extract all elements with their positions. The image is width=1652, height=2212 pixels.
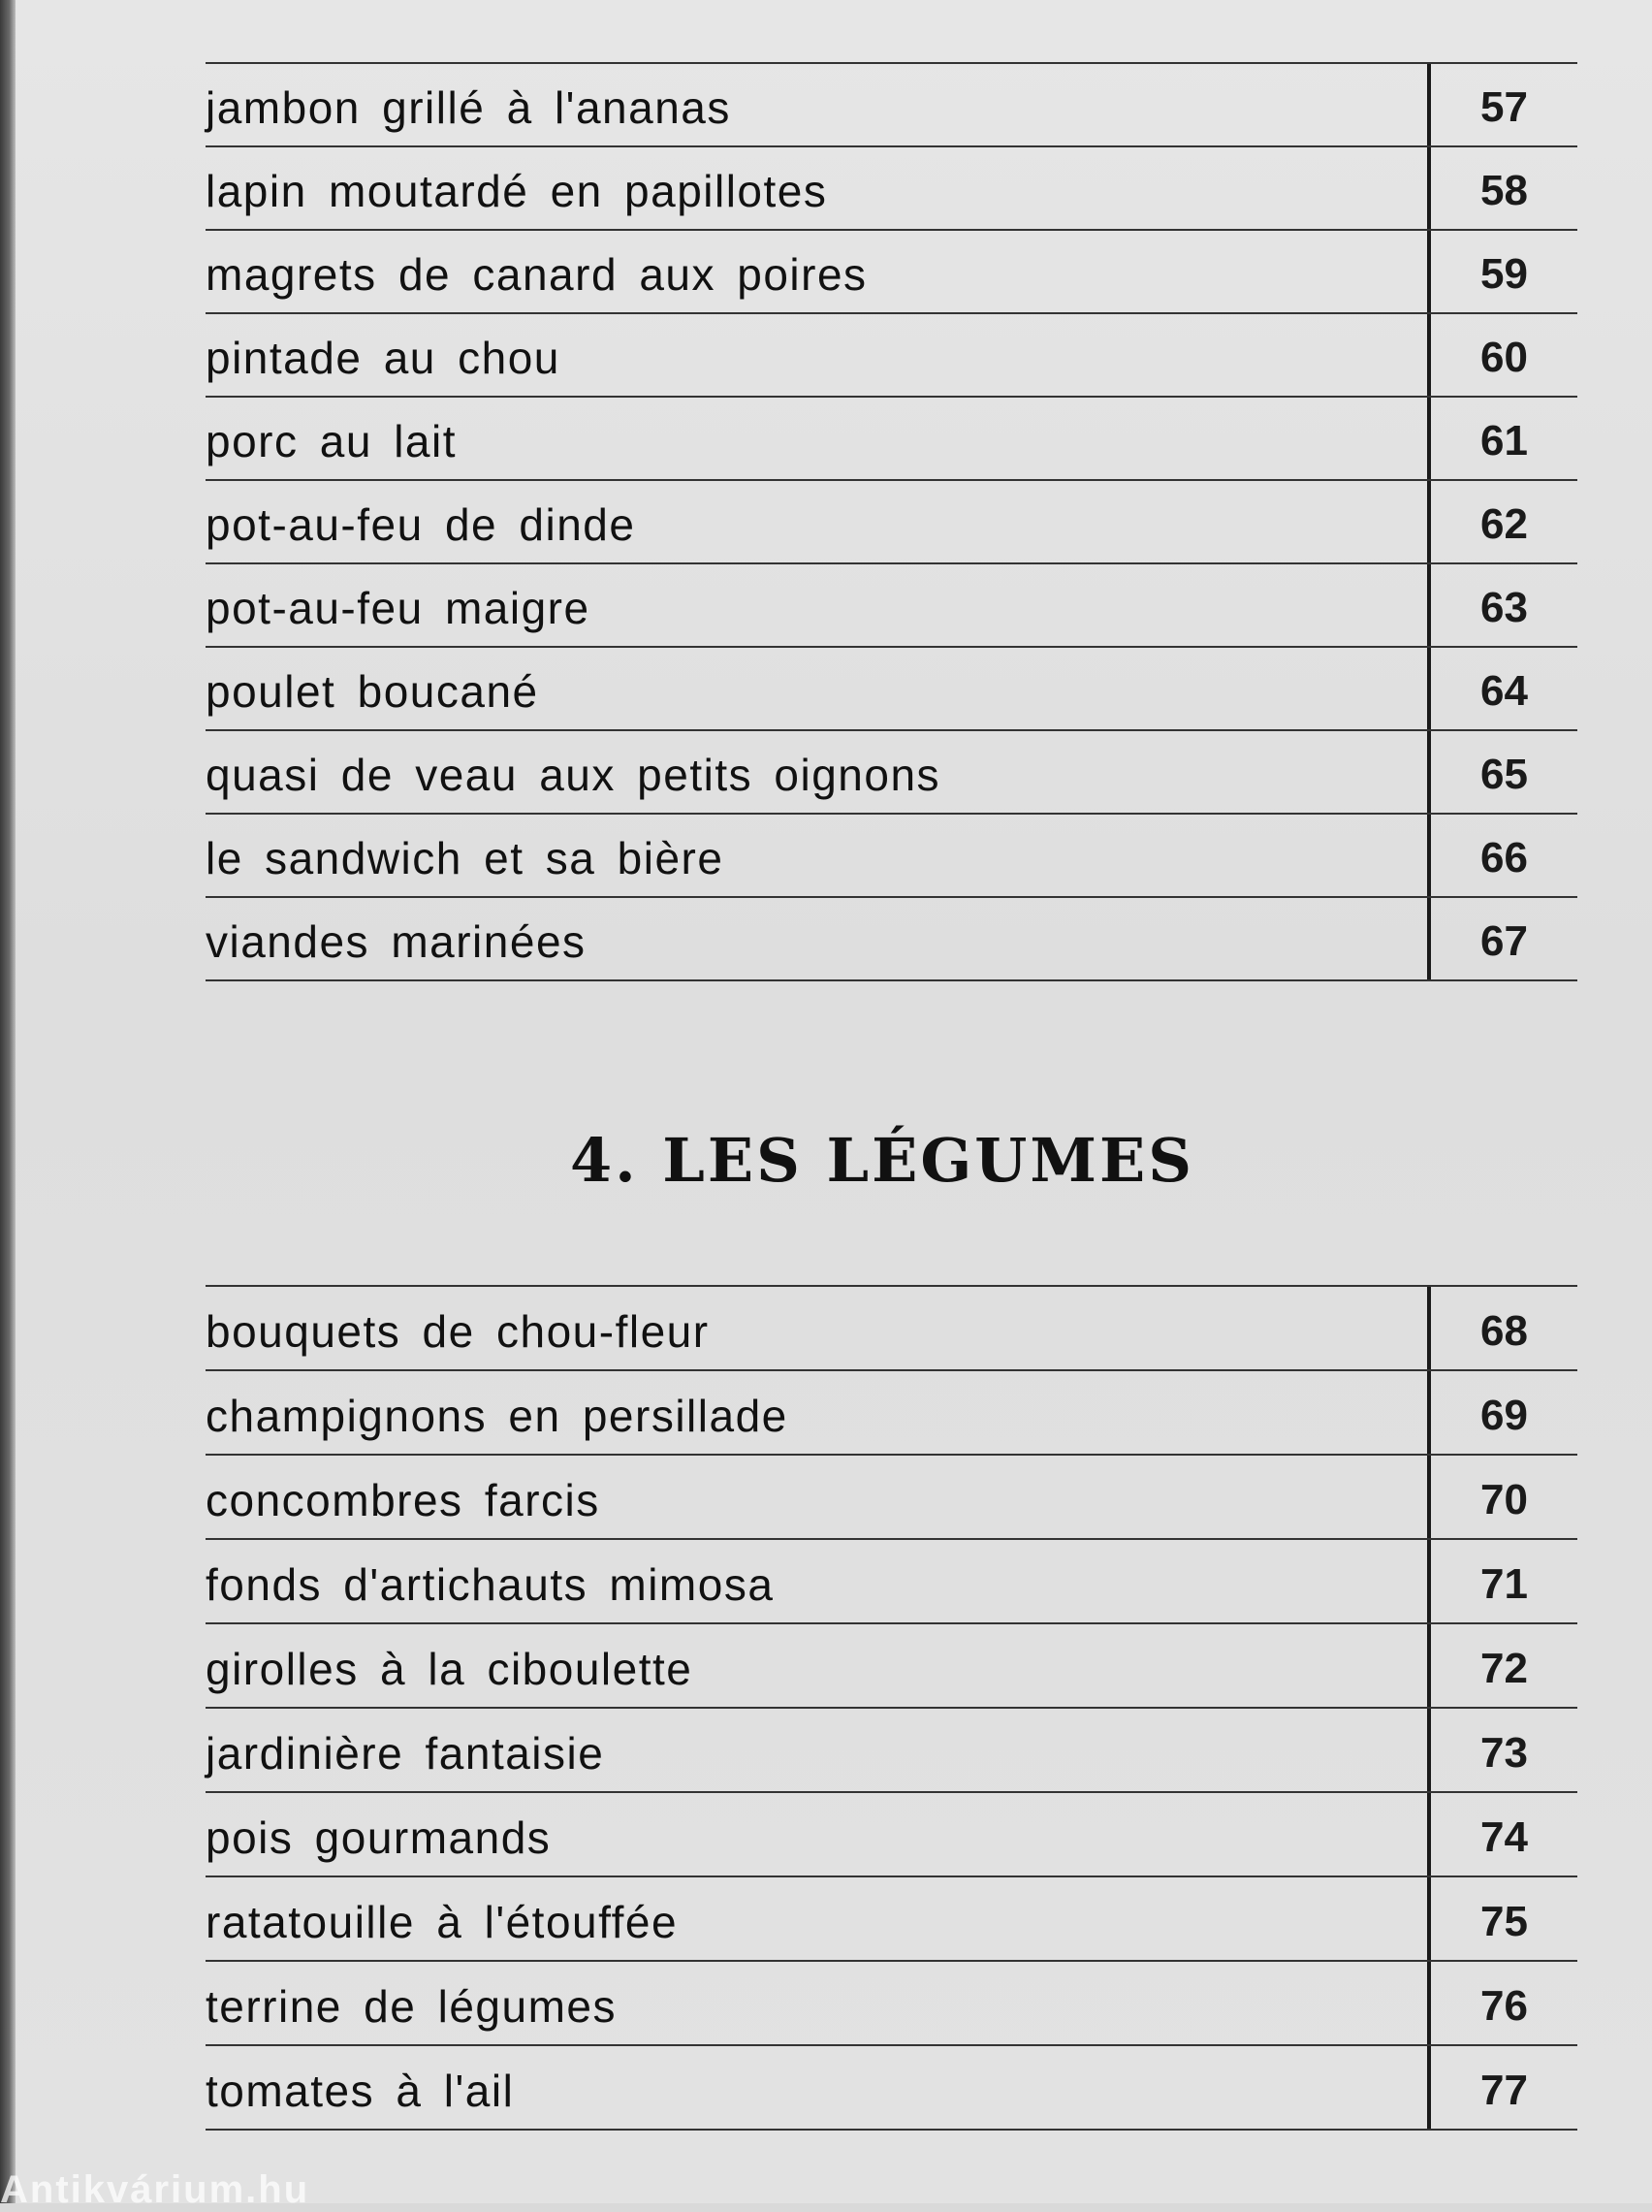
toc-row: [206, 481, 1577, 564]
toc-table-vegetables: [206, 1285, 1577, 2131]
toc-entry-page: 58: [1427, 147, 1577, 229]
toc-row: [206, 1709, 1577, 1793]
toc-entry-title: terrine de légumes: [206, 1981, 617, 2032]
toc-entry-page: 61: [1427, 398, 1577, 479]
toc-row: [206, 1456, 1577, 1540]
toc-entry-page: 74: [1427, 1793, 1577, 1875]
toc-row: [206, 147, 1577, 231]
toc-row: [206, 231, 1577, 314]
toc-entry-page: 71: [1427, 1540, 1577, 1622]
toc-entry-title: fonds d'artichauts mimosa: [206, 1559, 775, 1610]
page-binding-edge: [0, 0, 16, 2203]
toc-entry-page: 76: [1427, 1962, 1577, 2044]
toc-row: [206, 731, 1577, 815]
toc-entry-title: pois gourmands: [206, 1812, 552, 1863]
toc-entry-title: le sandwich et sa bière: [206, 833, 724, 883]
toc-entry-title: concombres farcis: [206, 1475, 600, 1525]
toc-entry-page: 72: [1427, 1624, 1577, 1707]
toc-row: [206, 2046, 1577, 2131]
toc-entry-title: girolles à la ciboulette: [206, 1644, 693, 1694]
toc-row: [206, 1793, 1577, 1877]
toc-row: [206, 1287, 1577, 1371]
toc-entry-title: magrets de canard aux poires: [206, 249, 868, 300]
toc-entry-page: 73: [1427, 1709, 1577, 1791]
toc-row: [206, 64, 1577, 147]
toc-entry-page: 66: [1427, 815, 1577, 896]
toc-row: [206, 1371, 1577, 1456]
toc-row: [206, 1962, 1577, 2046]
toc-entry-page: 69: [1427, 1371, 1577, 1454]
toc-row: [206, 1540, 1577, 1624]
toc-entry-page: 59: [1427, 231, 1577, 312]
toc-entry-title: pot-au-feu de dinde: [206, 499, 636, 550]
toc-entry-title: pot-au-feu maigre: [206, 583, 590, 633]
toc-row: [206, 398, 1577, 481]
toc-entry-title: champignons en persillade: [206, 1391, 788, 1441]
toc-row: [206, 314, 1577, 398]
toc-entry-title: jardinière fantaisie: [206, 1728, 605, 1779]
toc-entry-page: 57: [1427, 64, 1577, 145]
toc-entry-title: pintade au chou: [206, 333, 560, 383]
toc-row: [206, 1624, 1577, 1709]
toc-entry-page: 67: [1427, 898, 1577, 979]
toc-table-meats: [206, 62, 1577, 981]
toc-entry-title: quasi de veau aux petits oignons: [206, 750, 941, 800]
toc-entry-title: viandes marinées: [206, 916, 587, 967]
toc-entry-page: 60: [1427, 314, 1577, 396]
section-heading: 4. LES LÉGUMES: [569, 1125, 1195, 1196]
toc-entry-page: 75: [1427, 1877, 1577, 1960]
toc-row: [206, 815, 1577, 898]
toc-entry-title: ratatouille à l'étouffée: [206, 1897, 679, 1947]
toc-row: [206, 648, 1577, 731]
toc-entry-title: poulet boucané: [206, 666, 539, 717]
toc-row: [206, 564, 1577, 648]
toc-entry-page: 68: [1427, 1287, 1577, 1369]
toc-row: [206, 1877, 1577, 1962]
toc-entry-title: bouquets de chou-fleur: [206, 1306, 710, 1357]
toc-entry-title: lapin moutardé en papillotes: [206, 166, 828, 216]
toc-row: [206, 898, 1577, 981]
toc-entry-page: 65: [1427, 731, 1577, 813]
watermark: Antikvárium.hu: [0, 2168, 310, 2211]
toc-entry-title: jambon grillé à l'ananas: [206, 82, 731, 133]
toc-entry-page: 64: [1427, 648, 1577, 729]
toc-entry-page: 70: [1427, 1456, 1577, 1538]
toc-entry-page: 77: [1427, 2046, 1577, 2129]
toc-entry-title: tomates à l'ail: [206, 2066, 515, 2116]
toc-entry-page: 63: [1427, 564, 1577, 646]
toc-entry-title: porc au lait: [206, 416, 458, 466]
toc-entry-page: 62: [1427, 481, 1577, 562]
